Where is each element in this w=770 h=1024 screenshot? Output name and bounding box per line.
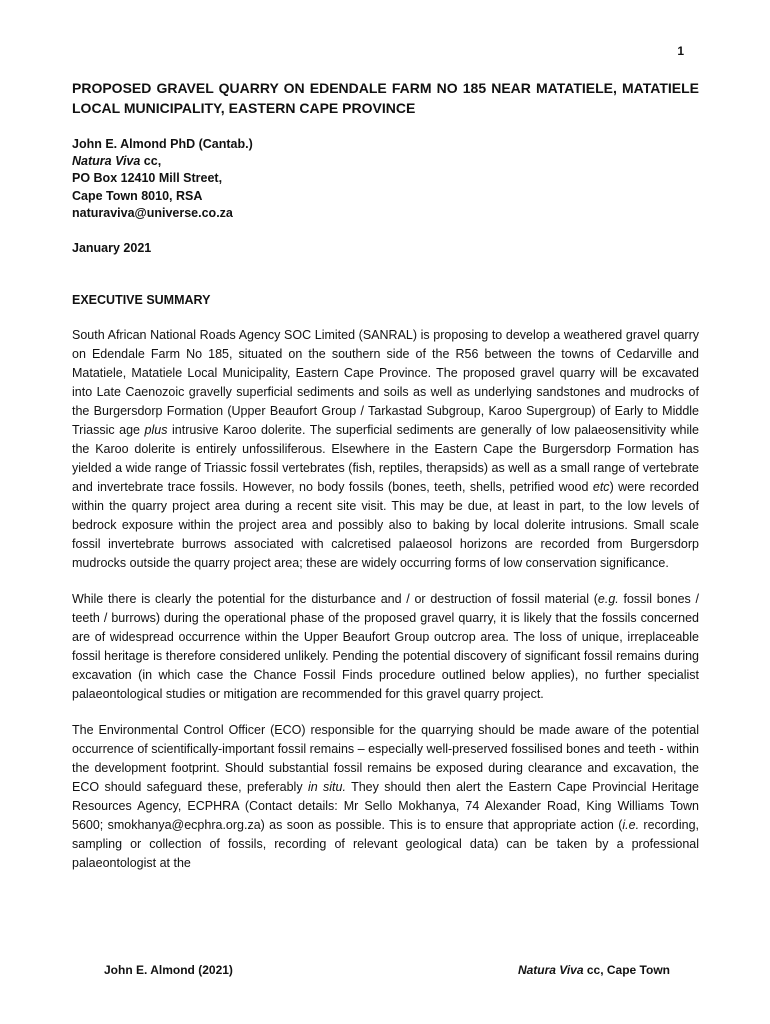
paragraph-2 xyxy=(72,590,699,704)
paragraph-1-italic-etc: etc xyxy=(592,480,610,495)
paragraph-3-italic-ie: i.e. xyxy=(622,818,640,833)
organisation-suffix: cc, xyxy=(140,154,162,169)
paragraph-3-italic-insitu: in situ. xyxy=(307,780,346,795)
author-name: John E. Almond PhD (Cantab.) xyxy=(72,137,253,151)
paragraph-1-italic-plus: plus xyxy=(144,423,168,438)
author-organisation xyxy=(72,153,699,170)
paragraph-2-text-a: While there is clearly the potential for the disturbance and / or destruction of fossil material ( xyxy=(72,592,598,607)
footer-organisation-name: Natura Viva xyxy=(517,963,584,977)
paragraph-1 xyxy=(72,326,699,573)
address-line-1: PO Box 12410 Mill Street, xyxy=(72,171,223,186)
footer-organisation-suffix: cc, Cape Town xyxy=(583,963,670,977)
paragraph-2-italic-eg: e.g. xyxy=(597,592,619,607)
paragraph-1-text-a: South African National Roads Agency SOC Limited (SANRAL) is proposing to develop a weathered gravel quarry on Edendale Farm No 185, situated on the southern side of the R56 between the towns of Cedarville and Matatiele, Matatiele Local Municipality, Eastern Cape Province. The proposed gravel quarry will be excavated into Late Caenozoic gravelly superficial sediments and soils as well as underlying sandstones and mudrocks of the Burgersdorp Formation (Upper Beaufort Group / Tarkastad Subgroup, Karoo Supergroup) of Early to Middle Triassic age xyxy=(72,328,699,438)
content-area xyxy=(72,78,699,873)
organisation-name: Natura Viva xyxy=(72,154,141,169)
paragraph-1-text-c: ) were recorded within the quarry project area during a recent site visit. This may be due, at least in part, to the low levels of bedrock exposure within the project area and possibly also to baking by local dolerite intrusions. Small scale fossil invertebrate burrows associated with calcretised palaeosol horizons are recorded from Burgersdorp mudrocks outside the quarry project area; these are widely occurring forms of low conservation significance. xyxy=(72,480,699,571)
address-line-2: Cape Town 8010, RSA xyxy=(72,188,203,203)
paragraph-3-text-b: They should then alert the Eastern Cape Provincial Heritage Resources Agency, ECPHRA (Contact details: Mr Sello Mokhanya, 74 Alexander Road, King Williams Town 5600; smokhanya@ecphra.org.za) as soon as possible. This is to ensure that appropriate action ( xyxy=(72,780,699,833)
paragraph-1-text-b: intrusive Karoo dolerite. The superficial sediments are generally of low palaeosensitivity while the Karoo dolerite is entirely unfossiliferous. Elsewhere in the Eastern Cape the Burgersdorp Formation has yielded a wide range of Triassic fossil vertebrates (fish, reptiles, therapsids) as well as a small range of vertebrate and invertebrate trace fossils. However, no body fossils (bones, teeth, shells, petrified wood xyxy=(72,423,699,495)
paragraph-3-text-c: recording, sampling or collection of fossils, recording of relevant geological data) can be taken by a professional palaeontologist at the xyxy=(72,818,699,871)
author-email: naturaviva@universe.co.za xyxy=(72,205,233,220)
document-date: January 2021 xyxy=(72,241,152,256)
page-number: 1 xyxy=(677,44,684,58)
paragraph-3-text-a: The Environmental Control Officer (ECO) responsible for the quarrying should be made aware of the potential occurrence of scientifically-important fossil remains – especially well-preserved fossilised bones and teeth - within the development footprint. Should substantial fossil remains be exposed during clearance and excavation, the ECO should safeguard these, preferably xyxy=(72,723,699,795)
document-title: PROPOSED GRAVEL QUARRY ON EDENDALE FARM NO 185 NEAR MATATIELE, MATATIELE LOCAL MUNICIPALITY, EASTERN CAPE PROVINCE xyxy=(72,80,699,116)
author-block xyxy=(72,136,699,222)
section-heading: EXECUTIVE SUMMARY xyxy=(72,293,211,308)
paragraph-2-text-b: fossil bones / teeth / burrows) during the operational phase of the proposed gravel quarry, it is likely that the fossils concerned are of widespread occurrence within the Upper Beaufort Group outcrop area. The loss of unique, irreplaceable fossil heritage is therefore considered unlikely. Pending the potential discovery of significant fossil remains during excavation (in which case the Chance Fossil Finds procedure outlined below applies), no further specialist palaeontological studies or mitigation are recommended for this gravel quarry project. xyxy=(72,592,699,702)
footer-organisation xyxy=(518,963,670,977)
footer-author: John E. Almond (2021) xyxy=(104,963,233,977)
paragraph-3 xyxy=(72,721,699,873)
